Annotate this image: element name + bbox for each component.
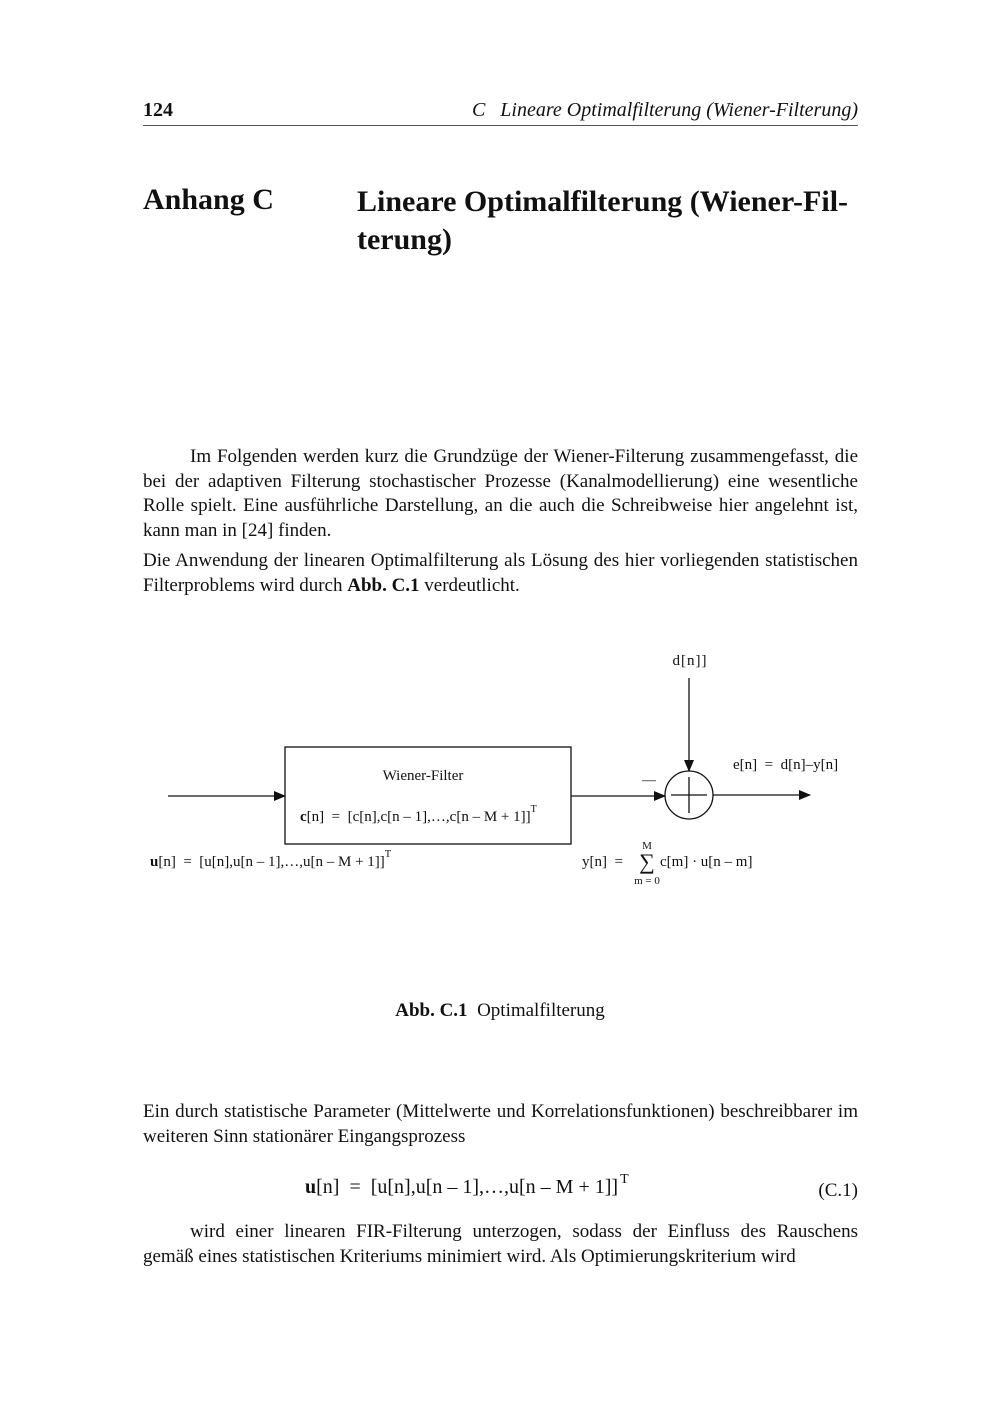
paragraph-input-process: Ein durch statistische Parameter (Mittelwerte und Korrelationsfunktionen) beschreibbarer im weiteren Sinn stationärer Eingangsprozess [143,1101,858,1147]
running-title: C Lineare Optimalfilterung (Wiener-Filterung) [471,99,858,121]
filter-block [285,747,571,844]
coefficient-transpose: T [530,804,537,815]
chapter-title-line2: terung) [357,223,452,256]
chapter-title-line1: Lineare Optimalfilterung (Wiener-Fil- [357,185,849,218]
output-rhs: c[m] · u[n – m] [660,854,753,870]
input-transpose: T [384,849,391,860]
page-number: 124 [143,99,173,121]
output-lhs: y[n] = [582,854,623,870]
paragraph-fir-filtering: wird einer linearen FIR-Filterung unterzogen, sodass der Einfluss des Rauschens gemäß eines statistischen Kriteriums minimiert wird. Als Optimierungskriterium wird [143,1221,858,1267]
equation-transpose: T [620,1172,629,1187]
caption-ref: Abb. C.1 [395,1000,468,1021]
caption-text: Optimalfilterung [477,1000,605,1021]
paragraph-text: Die Anwendung der linearen Optimalfilterung als Lösung des hier vorliegenden statistischen Filterproblems wird durch [143,550,858,596]
error-signal-label: e[n] = d[n]–y[n] [733,757,839,773]
equation-bold: u [305,1176,317,1198]
chapter-title [357,183,867,259]
paragraph-text: verdeutlicht. [419,574,520,596]
sum-symbol: ∑ [639,849,655,874]
figure-reference: Abb. C.1 [347,574,420,596]
figure-caption [0,1000,1000,1022]
desired-signal-label: d[n]] [672,653,708,669]
input-expression: [n] = [u[n],u[n – 1],…,u[n – M + 1]] [158,854,385,870]
wiener-filter-diagram [140,640,860,900]
equation-c1 [305,1172,629,1199]
coefficient-expression: [n] = [c[n],c[n – 1],…,c[n – M + 1]] [306,809,531,825]
minus-sign: — [642,773,656,788]
chapter-label: Anhang C [143,183,274,216]
sum-upper-limit: M [642,840,652,852]
paragraph-intro: Im Folgenden werden kurz die Grundzüge der Wiener-Filterung zusammengefasst, die bei der adaptiven Filterung stochastischer Prozesse (Kanalmodellierung) eine wesentliche Rolle spielt. Eine ausführliche Darstellung, an die auch die Schreibweise hier angelehnt ist, kann man in [24] finden. [143,446,858,541]
paragraph-figure-reference [143,549,858,598]
sum-lower-limit: m = 0 [634,875,660,887]
equation-expression: [n] = [u[n],u[n – 1],…,u[n – M + 1]] [316,1176,619,1198]
equation-number: (C.1) [818,1180,858,1201]
filter-title: Wiener-Filter [382,768,464,784]
input-bold: u [150,854,159,870]
input-vector [150,849,391,870]
page-header [143,99,858,126]
coefficient-bold: c [300,809,307,825]
coefficient-vector [300,804,537,825]
